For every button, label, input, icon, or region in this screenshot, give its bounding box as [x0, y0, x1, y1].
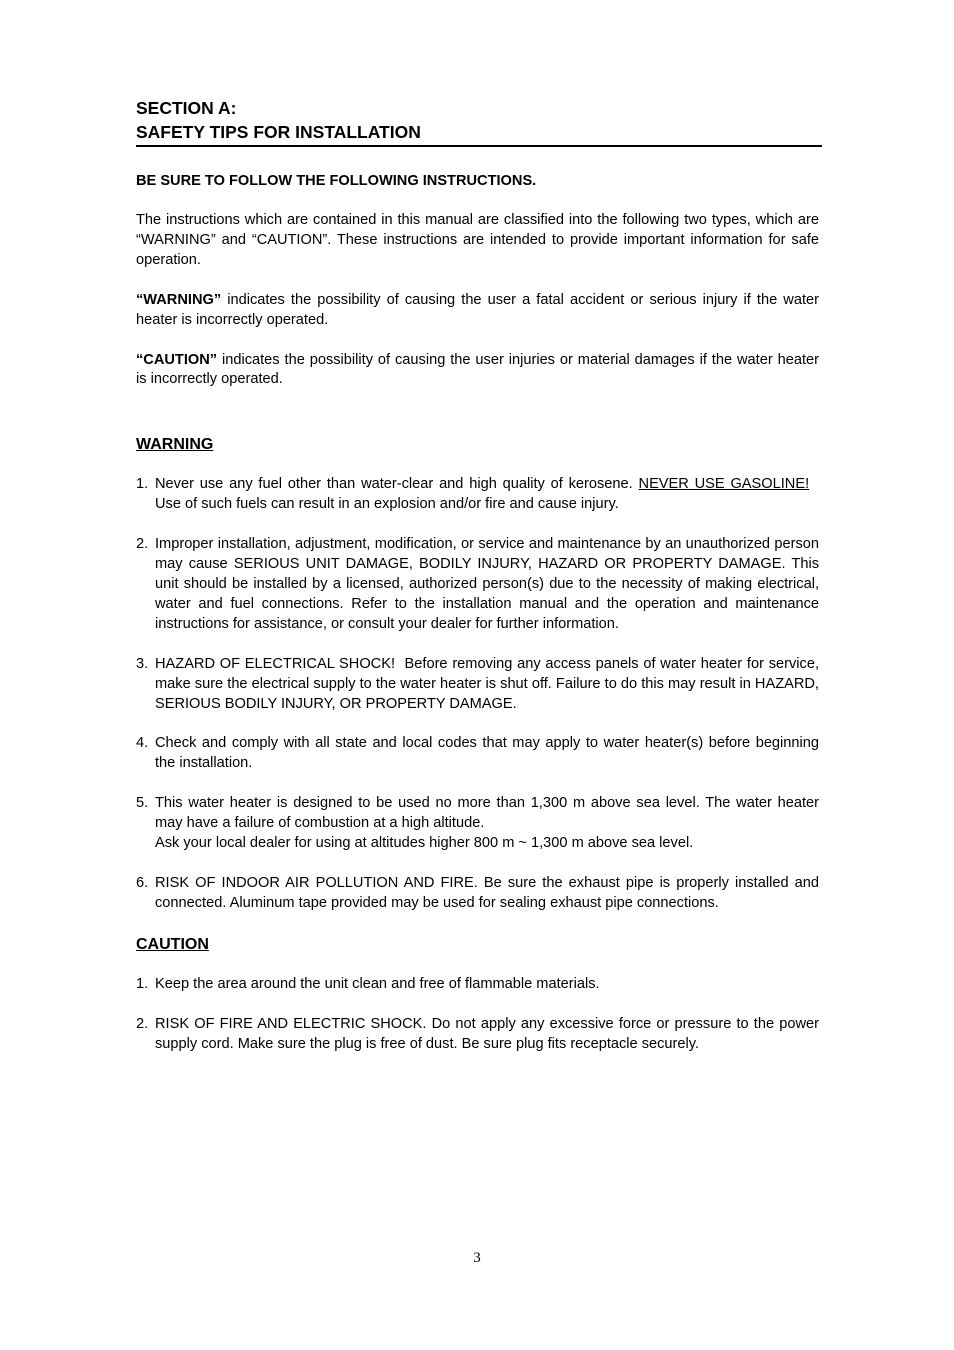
list-item: [136, 975, 819, 995]
item-number: 4.: [136, 735, 149, 752]
item-number: 1.: [136, 975, 149, 992]
item-text-underlined: NEVER USE GASOLINE!: [638, 476, 810, 493]
item-number: 2.: [136, 536, 149, 553]
caution-definition: [136, 351, 819, 391]
warning-definition: [136, 291, 819, 331]
item-text: Ask your local dealer for using at altitudes higher 800 m ~ 1,300 m above sea level.: [155, 835, 694, 852]
item-text: Check and comply with all state and local codes that may apply to water heater(s) before beginning the installation.: [155, 735, 819, 772]
list-item: [136, 655, 819, 715]
item-text: This water heater is designed to be used no more than 1,300 m above sea level. The water heater may have a failure of combustion at a high altitude.: [155, 795, 819, 832]
caution-term: “CAUTION”: [136, 351, 218, 368]
warning-heading: WARNING: [136, 436, 214, 454]
item-number: 5.: [136, 795, 149, 812]
list-item: [136, 734, 819, 774]
caution-list: [136, 975, 819, 1055]
item-text: Improper installation, adjustment, modification, or service and maintenance by an unauthorized person may cause SERIOUS UNIT DAMAGE, BODILY INJURY, HAZARD OR PROPERTY DAMAGE. This unit should be installed by a licensed, authorized person(s) due to the necessity of making electrical, water and fuel connections. Refer to the installation manual and the operation and maintenance instructions for assistance, or consult your dealer for further information.: [155, 536, 819, 632]
list-item: [136, 535, 819, 635]
document-page: [136, 96, 819, 1054]
item-number: 3.: [136, 655, 149, 672]
caution-heading: CAUTION: [136, 935, 209, 953]
item-number: 6.: [136, 874, 149, 891]
item-text: Never use any fuel other than water-clear and high quality of kerosene.: [155, 476, 639, 493]
item-text: RISK OF FIRE AND ELECTRIC SHOCK. Do not apply any excessive force or pressure to the power supply cord. Make sure the plug is free of dust. Be sure plug fits receptacle securely.: [155, 1015, 819, 1052]
warning-list: [136, 475, 819, 913]
warning-term: “WARNING”: [136, 291, 222, 308]
list-item: [136, 1015, 819, 1055]
list-item: [136, 874, 819, 914]
caution-definition-text: indicates the possibility of causing the user injuries or material damages if the water heater is incorrectly operated.: [136, 351, 819, 388]
item-text: RISK OF INDOOR AIR POLLUTION AND FIRE. Be sure the exhaust pipe is properly installed and connected. Aluminum tape provided may be used for sealing exhaust pipe connections.: [155, 874, 819, 911]
section-label: SECTION A:: [136, 98, 237, 118]
section-title: SAFETY TIPS FOR INSTALLATION: [136, 122, 421, 142]
list-item: [136, 475, 819, 515]
warning-definition-text: indicates the possibility of causing the user a fatal accident or serious injury if the water heater is incorrectly operated.: [136, 291, 819, 328]
list-item: [136, 794, 819, 854]
item-number: 2.: [136, 1015, 149, 1032]
item-text: Use of such fuels can result in an explosion and/or fire and cause injury.: [155, 476, 819, 513]
item-number: 1.: [136, 476, 149, 493]
item-text: HAZARD OF ELECTRICAL SHOCK! Before removing any access panels of water heater for service, make sure the electrical supply to the water heater is shut off. Failure to do this may result in HAZARD, SERIOUS BODILY INJURY, OR PROPERTY DAMAGE.: [155, 655, 819, 712]
section-heading: [136, 96, 822, 147]
instructions-subheading: BE SURE TO FOLLOW THE FOLLOWING INSTRUCTIONS.: [136, 173, 537, 189]
item-text: Keep the area around the unit clean and free of flammable materials.: [155, 975, 600, 992]
page-number: 3: [473, 1250, 481, 1266]
intro-paragraph: The instructions which are contained in this manual are classified into the following two types, which are “WARNING” and “CAUTION”. These instructions are intended to provide important information for safe operation.: [136, 212, 819, 268]
